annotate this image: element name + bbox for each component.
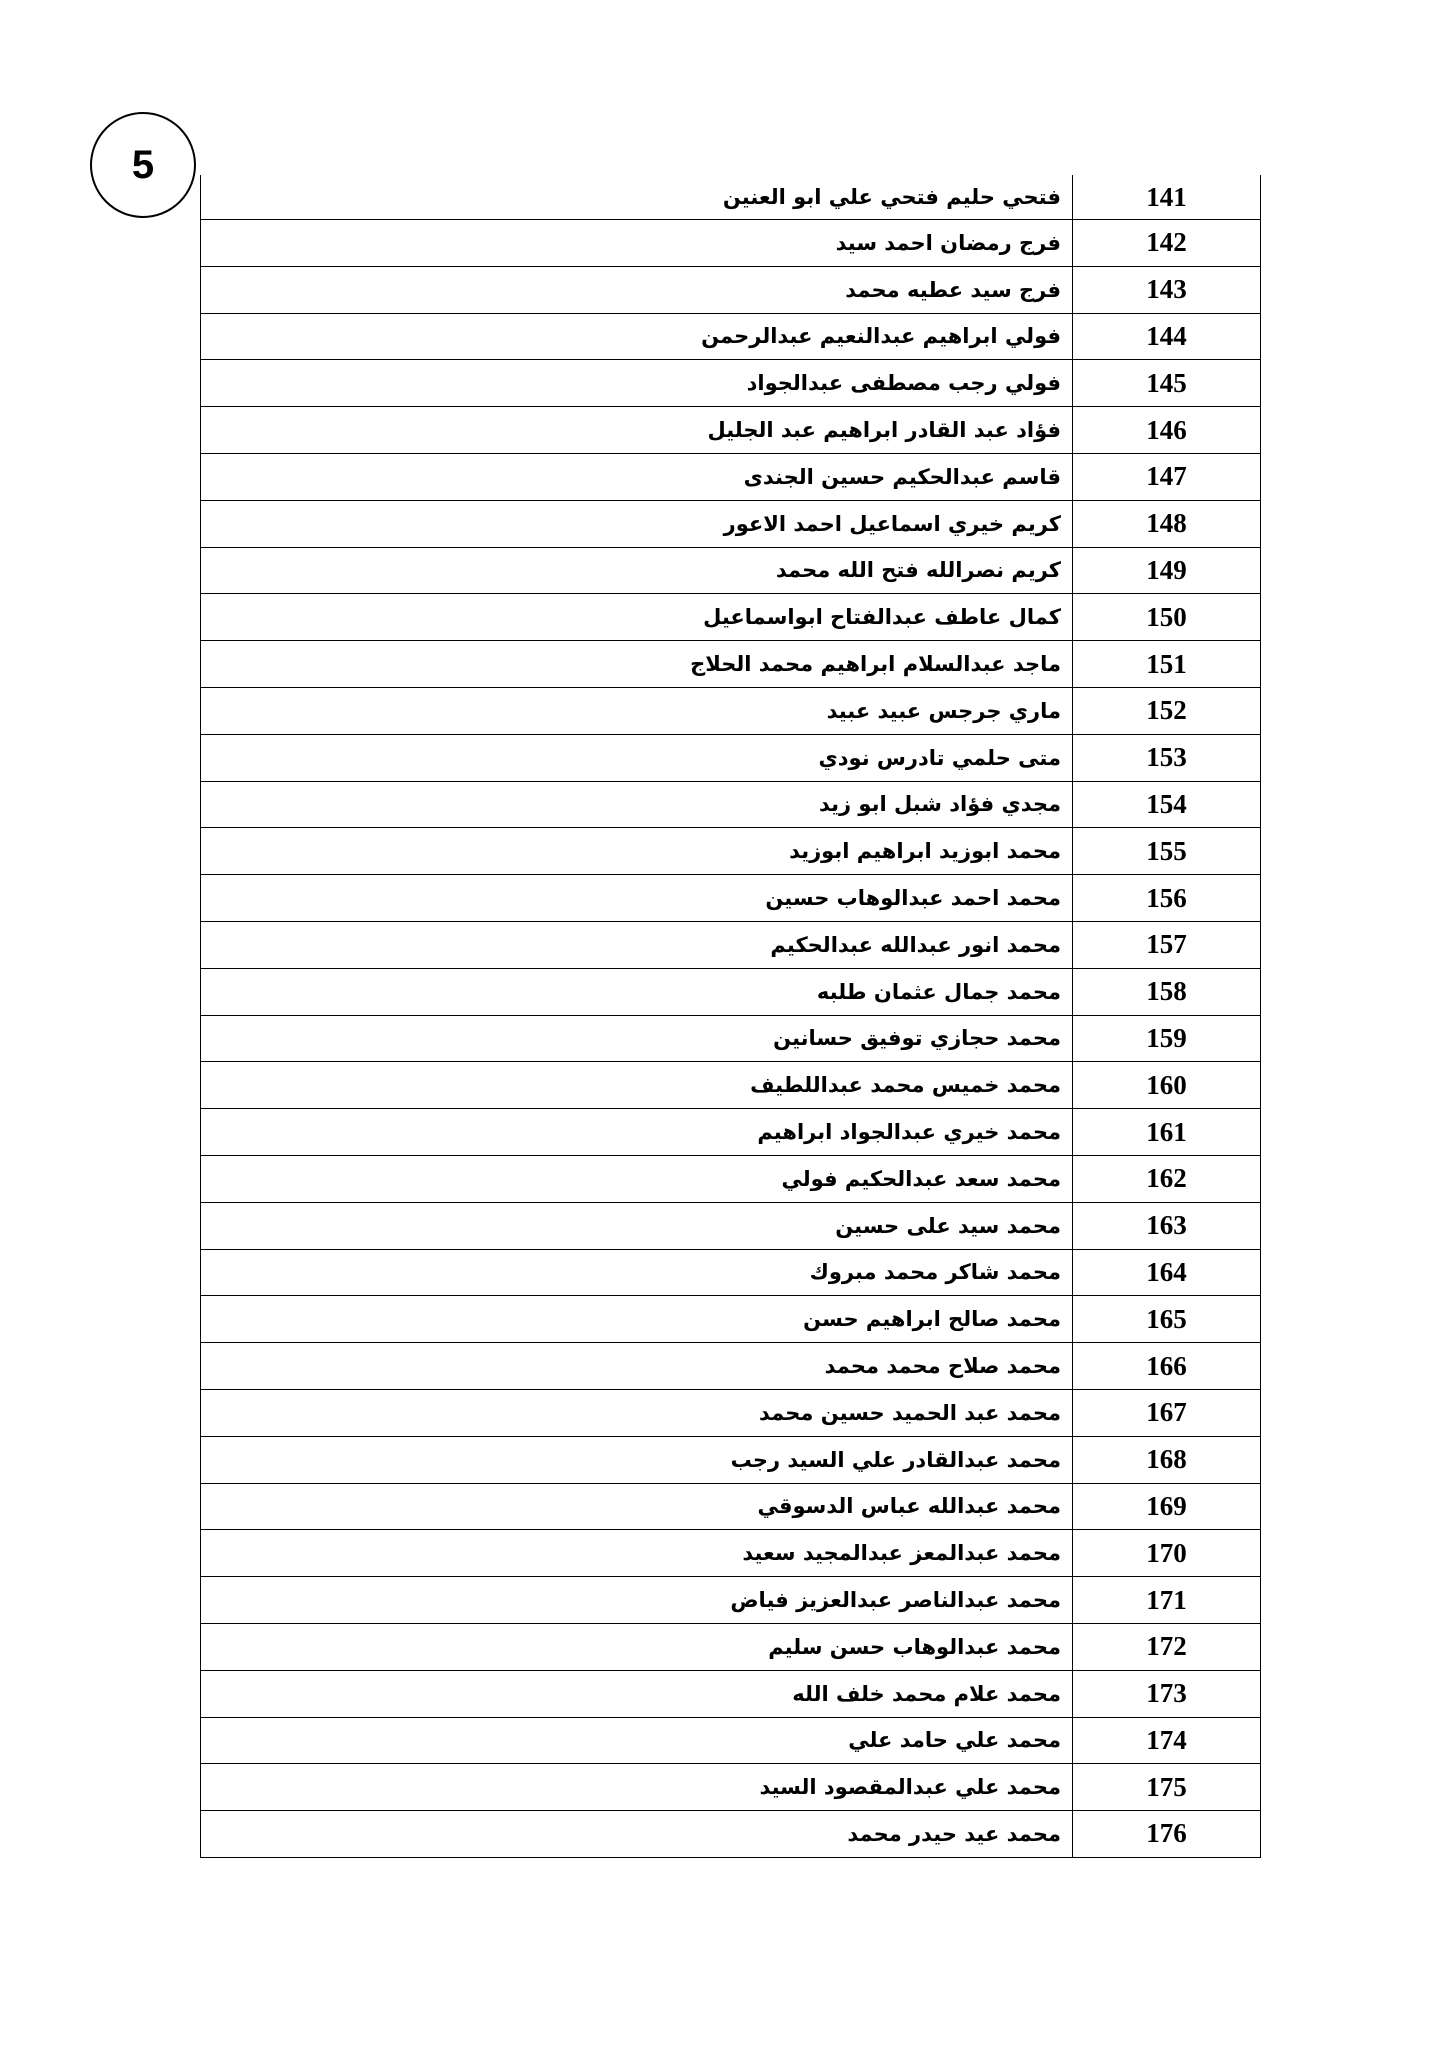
name-cell: محمد صلاح محمد محمد: [201, 1343, 1073, 1390]
name-cell: محمد علي حامد علي: [201, 1717, 1073, 1764]
table-row: [201, 687, 1261, 734]
table-row: [201, 641, 1261, 688]
table-row: [201, 968, 1261, 1015]
name-cell: كريم نصرالله فتح الله محمد: [201, 547, 1073, 594]
name-cell: محمد عبدالمعز عبدالمجيد سعيد: [201, 1530, 1073, 1577]
name-cell: كريم خيري اسماعيل احمد الاعور: [201, 500, 1073, 547]
name-cell: محمد علام محمد خلف الله: [201, 1670, 1073, 1717]
serial-number-cell: 163: [1073, 1202, 1261, 1249]
serial-number-cell: 153: [1073, 734, 1261, 781]
serial-number-cell: 161: [1073, 1109, 1261, 1156]
name-cell: فرج رمضان احمد سيد: [201, 220, 1073, 267]
name-cell: محمد خميس محمد عبداللطيف: [201, 1062, 1073, 1109]
table-row: [201, 547, 1261, 594]
page-number-badge: 5: [90, 112, 196, 218]
name-cell: ماجد عبدالسلام ابراهيم محمد الحلاج: [201, 641, 1073, 688]
serial-number-cell: 151: [1073, 641, 1261, 688]
serial-number-cell: 141: [1073, 175, 1261, 220]
table-row: [201, 1623, 1261, 1670]
table-row: [201, 1015, 1261, 1062]
table-row: [201, 1389, 1261, 1436]
name-cell: فولي رجب مصطفى عبدالجواد: [201, 360, 1073, 407]
table-row: [201, 1249, 1261, 1296]
table-row: [201, 220, 1261, 267]
table-row: [201, 734, 1261, 781]
table-row: [201, 828, 1261, 875]
table-row: [201, 1811, 1261, 1858]
table-row: [201, 1109, 1261, 1156]
name-cell: كمال عاطف عبدالفتاح ابواسماعيل: [201, 594, 1073, 641]
name-cell: فتحي حليم فتحي علي ابو العنين: [201, 175, 1073, 220]
name-cell: محمد عبدالله عباس الدسوقي: [201, 1483, 1073, 1530]
serial-number-cell: 174: [1073, 1717, 1261, 1764]
serial-number-cell: 169: [1073, 1483, 1261, 1530]
name-cell: محمد سيد على حسين: [201, 1202, 1073, 1249]
table-row: [201, 266, 1261, 313]
table-row: [201, 1343, 1261, 1390]
table-row: [201, 500, 1261, 547]
name-cell: محمد حجازي توفيق حسانين: [201, 1015, 1073, 1062]
serial-number-cell: 162: [1073, 1155, 1261, 1202]
table-row: [201, 1155, 1261, 1202]
names-table: [200, 175, 1261, 1858]
table-row: [201, 781, 1261, 828]
name-cell: محمد صالح ابراهيم حسن: [201, 1296, 1073, 1343]
table-row: [201, 1436, 1261, 1483]
table-row: [201, 1577, 1261, 1624]
name-cell: محمد احمد عبدالوهاب حسين: [201, 875, 1073, 922]
serial-number-cell: 149: [1073, 547, 1261, 594]
name-cell: محمد شاكر محمد مبروك: [201, 1249, 1073, 1296]
serial-number-cell: 172: [1073, 1623, 1261, 1670]
serial-number-cell: 148: [1073, 500, 1261, 547]
table-row: [201, 1670, 1261, 1717]
table-row: [201, 1764, 1261, 1811]
table-row: [201, 1717, 1261, 1764]
name-cell: فرج سيد عطيه محمد: [201, 266, 1073, 313]
name-cell: فؤاد عبد القادر ابراهيم عبد الجليل: [201, 407, 1073, 454]
table-row: [201, 1202, 1261, 1249]
serial-number-cell: 147: [1073, 453, 1261, 500]
table-row: [201, 175, 1261, 220]
table-row: [201, 1062, 1261, 1109]
serial-number-cell: 150: [1073, 594, 1261, 641]
serial-number-cell: 160: [1073, 1062, 1261, 1109]
name-cell: محمد جمال عثمان طلبه: [201, 968, 1073, 1015]
serial-number-cell: 156: [1073, 875, 1261, 922]
serial-number-cell: 158: [1073, 968, 1261, 1015]
serial-number-cell: 155: [1073, 828, 1261, 875]
name-cell: محمد سعد عبدالحكيم فولي: [201, 1155, 1073, 1202]
table-row: [201, 1530, 1261, 1577]
serial-number-cell: 154: [1073, 781, 1261, 828]
serial-number-cell: 171: [1073, 1577, 1261, 1624]
name-cell: محمد ابوزيد ابراهيم ابوزيد: [201, 828, 1073, 875]
name-cell: فولي ابراهيم عبدالنعيم عبدالرحمن: [201, 313, 1073, 360]
table-row: [201, 921, 1261, 968]
name-cell: محمد علي عبدالمقصود السيد: [201, 1764, 1073, 1811]
name-cell: محمد عبدالقادر علي السيد رجب: [201, 1436, 1073, 1483]
name-cell: محمد خيري عبدالجواد ابراهيم: [201, 1109, 1073, 1156]
serial-number-cell: 143: [1073, 266, 1261, 313]
table-row: [201, 313, 1261, 360]
name-cell: محمد عبد الحميد حسين محمد: [201, 1389, 1073, 1436]
table-row: [201, 453, 1261, 500]
name-cell: محمد عبدالناصر عبدالعزيز فياض: [201, 1577, 1073, 1624]
serial-number-cell: 145: [1073, 360, 1261, 407]
serial-number-cell: 146: [1073, 407, 1261, 454]
serial-number-cell: 176: [1073, 1811, 1261, 1858]
serial-number-cell: 166: [1073, 1343, 1261, 1390]
name-cell: مجدي فؤاد شبل ابو زيد: [201, 781, 1073, 828]
serial-number-cell: 144: [1073, 313, 1261, 360]
table-row: [201, 1483, 1261, 1530]
name-cell: متى حلمي تادرس نودي: [201, 734, 1073, 781]
serial-number-cell: 165: [1073, 1296, 1261, 1343]
name-cell: ماري جرجس عبيد عبيد: [201, 687, 1073, 734]
serial-number-cell: 159: [1073, 1015, 1261, 1062]
table-row: [201, 1296, 1261, 1343]
name-cell: قاسم عبدالحكيم حسين الجندى: [201, 453, 1073, 500]
serial-number-cell: 152: [1073, 687, 1261, 734]
serial-number-cell: 164: [1073, 1249, 1261, 1296]
table-row: [201, 875, 1261, 922]
name-cell: محمد انور عبدالله عبدالحكيم: [201, 921, 1073, 968]
serial-number-cell: 173: [1073, 1670, 1261, 1717]
table-row: [201, 594, 1261, 641]
table-row: [201, 407, 1261, 454]
serial-number-cell: 170: [1073, 1530, 1261, 1577]
name-cell: محمد عيد حيدر محمد: [201, 1811, 1073, 1858]
table-row: [201, 360, 1261, 407]
serial-number-cell: 157: [1073, 921, 1261, 968]
serial-number-cell: 167: [1073, 1389, 1261, 1436]
serial-number-cell: 168: [1073, 1436, 1261, 1483]
serial-number-cell: 175: [1073, 1764, 1261, 1811]
serial-number-cell: 142: [1073, 220, 1261, 267]
name-cell: محمد عبدالوهاب حسن سليم: [201, 1623, 1073, 1670]
